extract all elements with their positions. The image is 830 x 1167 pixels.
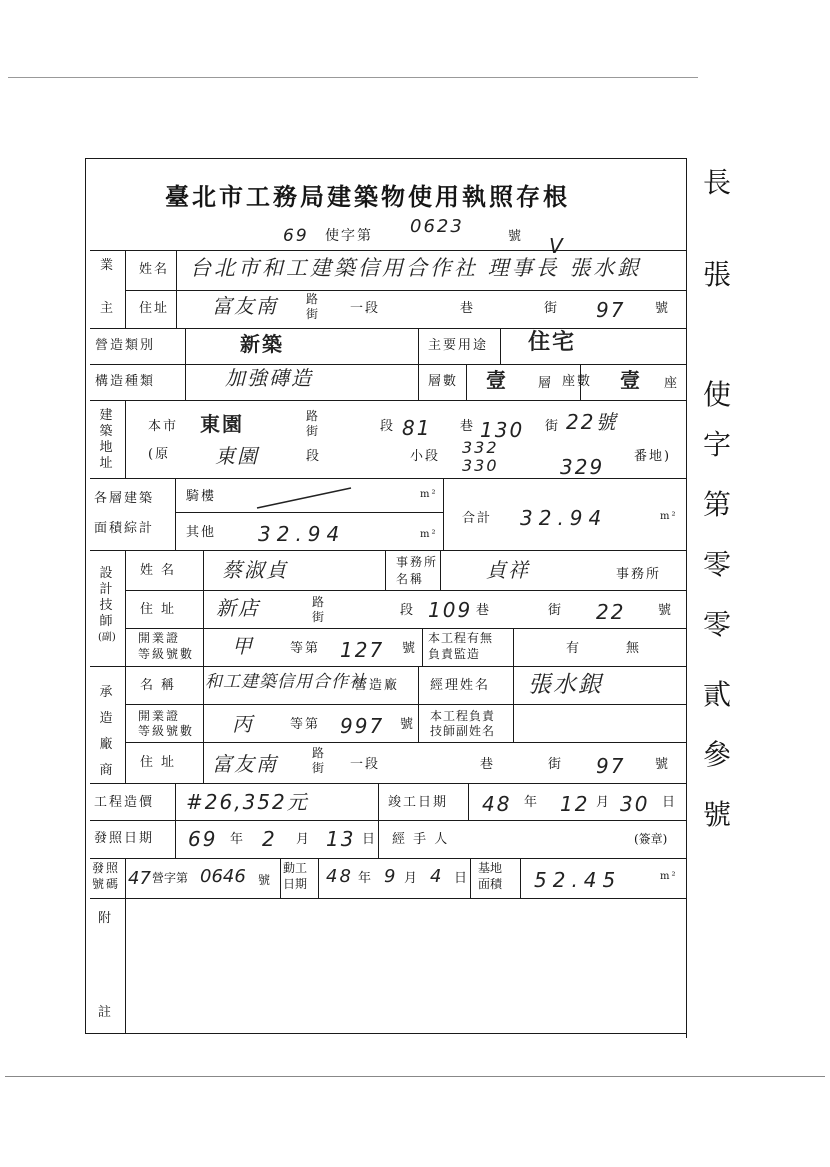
completion-day-unit: 日 [662, 795, 678, 810]
col-line [125, 250, 126, 328]
row-line [90, 364, 686, 365]
site-section-label: 建 築 地 址 [99, 408, 113, 471]
other-value: 32.94 [258, 522, 346, 546]
row-line [125, 590, 686, 591]
row-line [175, 512, 443, 513]
handler-label: 經 手 人 [392, 832, 450, 847]
owner-address-label: 住址 [139, 301, 170, 316]
designer-lane-label: 巷 [476, 603, 492, 618]
contractor-street-label: 街 [548, 757, 564, 772]
site-original-label: (原 [148, 447, 171, 462]
designer-firm-value: 貞祥 [486, 558, 530, 582]
designer-firm-label: 名稱 [396, 572, 425, 586]
row-line [125, 290, 686, 291]
form-title: 臺北市工務局建築物使用執照存根 [165, 182, 570, 211]
cost-label: 工程造價 [94, 795, 155, 810]
permit-code-label: 號碼 [92, 877, 121, 891]
owner-section-label: 業 [100, 258, 116, 273]
row-line [90, 250, 686, 251]
col-line [125, 858, 126, 1033]
col-line [443, 478, 444, 550]
frame-top [85, 158, 687, 159]
contractor-license-grade: 丙 [232, 712, 254, 736]
site-subsection-label: 小段 [410, 449, 441, 464]
base-label: 基地 [478, 861, 503, 875]
supervision-has: 有 [566, 641, 582, 656]
designer-section-label: 設 計 技 師 (副) [98, 566, 116, 643]
frame-bottom [85, 1033, 687, 1034]
start-year-unit: 年 [358, 871, 374, 886]
designer-license-label: 開業證 [138, 631, 181, 645]
col-line [378, 783, 379, 858]
col-line [125, 400, 126, 478]
designer-number-label: 號 [658, 603, 674, 618]
site-lot-value: 330 [462, 456, 499, 475]
site-lot-number: 329 [560, 455, 605, 479]
col-line [185, 328, 186, 400]
col-line [468, 783, 469, 820]
frame-right [686, 158, 687, 1038]
site-street-label: 街 [545, 419, 561, 434]
start-day: 4 [430, 866, 444, 887]
col-line [500, 328, 501, 364]
start-day-unit: 日 [454, 871, 470, 886]
contractor-license-suffix: 號 [400, 717, 416, 732]
contractor-address-label: 住址 [140, 755, 183, 770]
col-line [280, 858, 281, 898]
site-lane-label: 巷 [460, 419, 476, 434]
check-mark: V [549, 234, 565, 258]
permit-code-value: 0646 [200, 866, 246, 887]
engineer-label: 技師副姓名 [430, 724, 496, 738]
row-line [90, 400, 686, 401]
contractor-segment-label: 一段 [350, 757, 381, 772]
col-line [125, 550, 126, 783]
row-line [90, 858, 686, 859]
supervision-label: 負責監造 [428, 647, 481, 661]
designer-address-label: 住址 [140, 602, 183, 617]
issue-month: 2 [262, 827, 277, 851]
use-value: 住宅 [528, 330, 577, 355]
doc-number-year: 69 [283, 226, 309, 246]
designer-address-value: 新店 [216, 596, 260, 620]
arcade-label: 騎樓 [186, 489, 217, 504]
base-value: 52.45 [534, 868, 622, 892]
col-line [513, 666, 514, 742]
issue-day-unit: 日 [362, 832, 378, 847]
start-month-unit: 月 [404, 871, 420, 886]
owner-number-value: 97 [596, 298, 626, 322]
col-line [176, 250, 177, 328]
base-label: 面積 [478, 877, 503, 891]
contractor-license-label: 等級號數 [138, 724, 195, 738]
designer-license-suffix: 號 [402, 641, 418, 656]
owner-segment-label: 一段 [350, 301, 381, 316]
engineer-label: 本工程負責 [430, 709, 496, 723]
contractor-name-value: 和工建築信用合作社 [205, 672, 367, 692]
col-line [385, 550, 386, 590]
contractor-name-label: 名稱 [140, 678, 183, 693]
completion-day: 30 [620, 792, 650, 816]
site-lane-value: 130 [480, 418, 525, 442]
site-segment-value: 81 [402, 416, 432, 440]
col-line [440, 550, 441, 590]
start-month: 9 [384, 866, 398, 887]
designer-number-value: 22 [596, 600, 626, 624]
site-original-district: 東園 [215, 444, 259, 468]
completion-label: 竣工日期 [388, 795, 449, 810]
row-line [125, 742, 686, 743]
buildings-value: 壹 [620, 368, 642, 392]
contractor-number-value: 97 [596, 754, 626, 778]
designer-firm-label: 事務所 [396, 555, 439, 569]
contractor-section-label: 承 造 廠 商 [99, 685, 113, 778]
site-district-value: 東園 [200, 412, 244, 436]
site-city-label: 本市 [148, 419, 179, 434]
sum-value: 32.94 [520, 506, 608, 530]
sum-label: 合計 [462, 511, 493, 526]
floors-label: 層數 [428, 374, 459, 389]
col-line [318, 858, 319, 898]
owner-name-value: 台北市和工建築信用合作社 理事長 張水銀 [190, 256, 642, 280]
site-orig-segment-label: 段 [306, 449, 322, 464]
owner-road-label: 街 [306, 307, 321, 321]
contractor-license-label: 開業證 [138, 709, 181, 723]
col-line [422, 628, 423, 666]
owner-name-label: 姓名 [139, 262, 170, 277]
contractor-road-label: 路 [312, 746, 327, 760]
designer-license-label: 等級號數 [138, 647, 195, 661]
arcade-strike-line [255, 484, 355, 510]
start-label: 日期 [283, 877, 308, 891]
start-year: 48 [326, 866, 353, 887]
sum-unit: m² [660, 511, 678, 522]
col-line [520, 858, 521, 898]
designer-road-label: 路 [312, 595, 327, 609]
designer-name-value: 蔡淑貞 [222, 558, 288, 582]
col-line [418, 666, 419, 742]
designer-street-label: 街 [548, 603, 564, 618]
issue-year: 69 [188, 827, 218, 851]
right-margin-notes: 長 張 使 字 第 零 零 貳 參 號 [702, 166, 731, 831]
designer-license-value: 127 [340, 638, 385, 662]
completion-month-unit: 月 [596, 795, 612, 810]
building-unit: 座 [664, 376, 680, 391]
contractor-number-label: 號 [655, 757, 671, 772]
floor-unit: 層 [538, 376, 554, 391]
permit-code-mid: 營字第 [152, 871, 189, 885]
site-lot-label: 番地) [634, 449, 672, 464]
issue-day: 13 [326, 827, 356, 851]
designer-license-mid: 等第 [290, 641, 321, 656]
doc-number-suffix: 號 [508, 229, 524, 244]
base-unit: m² [660, 871, 678, 882]
permit-code-year: 47 [128, 868, 151, 889]
site-street-value: 22號 [566, 410, 618, 434]
type-label: 營造類別 [95, 338, 156, 353]
issue-month-unit: 月 [296, 832, 312, 847]
use-label: 主要用途 [428, 338, 489, 353]
supervision-label: 本工程有無 [428, 631, 494, 645]
row-line [125, 628, 686, 629]
start-label: 動工 [283, 861, 308, 875]
row-line [90, 666, 686, 667]
row-line [90, 328, 686, 329]
notes-label-top: 附 [98, 911, 114, 926]
arcade-unit: m² [420, 489, 438, 500]
row-line [90, 820, 686, 821]
permit-code-suffix: 號 [258, 873, 273, 887]
designer-road-label: 街 [312, 610, 327, 624]
col-line [466, 364, 467, 400]
manager-value: 張水銀 [528, 672, 603, 698]
contractor-address-value: 富友南 [212, 752, 278, 776]
row-line [125, 704, 686, 705]
other-label: 其他 [186, 525, 217, 540]
row-line [90, 550, 686, 551]
cost-value: #26,352元 [186, 790, 309, 814]
col-line [513, 628, 514, 666]
designer-segment-label: 段 [400, 603, 416, 618]
designer-license-grade: 甲 [232, 634, 254, 658]
floors-value: 壹 [486, 368, 508, 392]
other-unit: m² [420, 529, 438, 540]
owner-section-label: 主 [100, 301, 116, 316]
designer-lane-value: 109 [428, 598, 473, 622]
site-lot-value: 332 [462, 438, 499, 457]
issue-label: 發照日期 [94, 831, 155, 846]
owner-road-label: 路 [306, 292, 321, 306]
issue-year-unit: 年 [230, 832, 246, 847]
sign-label: (簽章) [634, 832, 668, 846]
contractor-name-suffix: 營造廠 [354, 678, 400, 693]
row-line [90, 783, 686, 784]
completion-year: 48 [482, 792, 512, 816]
owner-address-value: 富友南 [212, 294, 278, 318]
completion-year-unit: 年 [524, 795, 540, 810]
col-line [203, 550, 204, 783]
col-line [175, 478, 176, 550]
designer-name-label: 姓名 [140, 563, 183, 578]
doc-number-label: 使字第 [325, 228, 373, 244]
site-road-label: 街 [306, 424, 321, 438]
owner-street-label: 街 [544, 301, 560, 316]
doc-number-value: 0623 [410, 216, 464, 237]
col-line [470, 858, 471, 898]
notes-label-bottom: 註 [98, 1005, 114, 1020]
owner-number-label: 號 [655, 301, 671, 316]
completion-month: 12 [560, 792, 590, 816]
supervision-none: 無 [626, 641, 642, 656]
site-road-label: 路 [306, 409, 321, 423]
permit-code-label: 發照 [92, 861, 121, 875]
contractor-lane-label: 巷 [480, 757, 496, 772]
designer-firm-suffix: 事務所 [616, 567, 662, 582]
contractor-license-value: 997 [340, 714, 385, 738]
contractor-road-label: 街 [312, 761, 327, 775]
owner-lane-label: 巷 [460, 301, 476, 316]
floor-area-label: 各層建築 [94, 491, 155, 506]
col-line [418, 328, 419, 400]
buildings-label: 座數 [562, 374, 593, 389]
area-total-label: 面積綜計 [94, 521, 155, 536]
site-segment-label: 段 [380, 419, 396, 434]
structure-label: 構造種類 [95, 374, 156, 389]
structure-value: 加強磚造 [225, 366, 313, 390]
frame-left [85, 158, 86, 1033]
manager-label: 經理姓名 [430, 678, 491, 693]
contractor-license-mid: 等第 [290, 717, 321, 732]
row-line [90, 898, 686, 899]
type-value: 新築 [240, 332, 284, 356]
col-line [175, 783, 176, 858]
